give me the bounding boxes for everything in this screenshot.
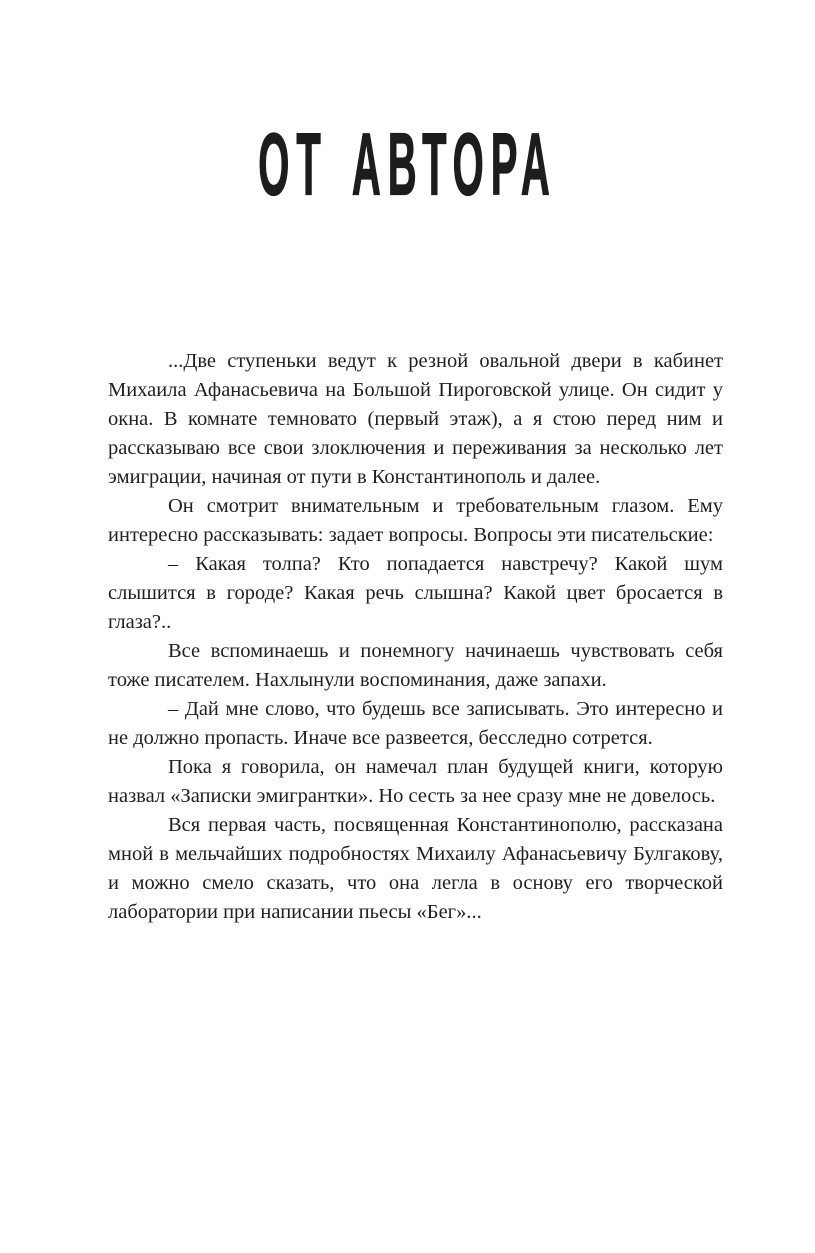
body-paragraph: Он смотрит внимательным и требовательным глазом. Ему интересно рассказывать: задает вопросы. Вопросы эти писательские: <box>108 495 723 546</box>
chapter-title-wrap <box>0 117 815 215</box>
body-paragraph: Все вспоминаешь и понемногу начинаешь чувствовать себя тоже писателем. Нахлынули воспоминания, даже запахи. <box>108 640 723 691</box>
body-paragraph: Вся первая часть, посвященная Константинополю, рассказана мной в мельчайших подробностях Михаилу Афанасьевичу Булгакову, и можно смело сказать, что она легла в основу его творческой лаборатории при написании пьесы «Бег»... <box>108 814 723 923</box>
body-paragraph: ...Две ступеньки ведут к резной овальной двери в кабинет Михаила Афанасьевича на Большой Пироговской улице. Он сидит у окна. В комнате темновато (первый этаж), а я стою перед ним и рассказываю все свои злоключения и переживания за несколько лет эмиграции, начиная от пути в Константинополь и далее. <box>108 350 723 488</box>
body-paragraph: Пока я говорила, он намечал план будущей книги, которую назвал «Записки эмигрантки». Но сесть за нее сразу мне не довелось. <box>108 756 723 807</box>
body-paragraph: – Какая толпа? Кто попадается навстречу? Какой шум слышится в городе? Какая речь слышна? Какой цвет бросается в глаза?.. <box>108 553 723 633</box>
body-paragraph: – Дай мне слово, что будешь все записывать. Это интересно и не должно пропасть. Иначе все развеется, бесследно сотрется. <box>108 698 723 749</box>
chapter-title: ОТ АВТОРА <box>258 117 557 215</box>
body-text-block <box>108 347 723 927</box>
